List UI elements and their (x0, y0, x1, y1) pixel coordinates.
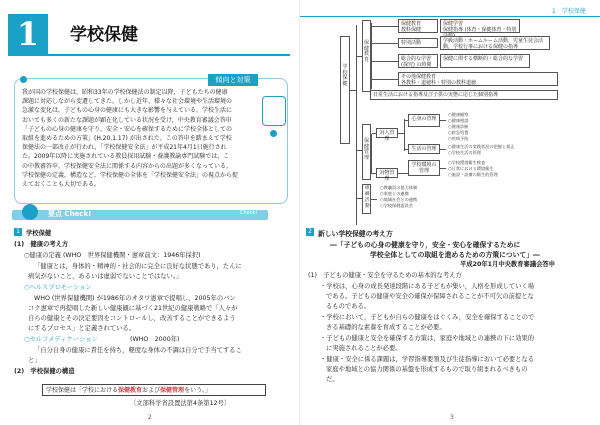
bullet-line: 家庭や地域との協力関係の基盤を形成するもので取り組まれるべきもの (326, 366, 528, 373)
subsection-title: (1) 健康の考え方 (14, 241, 69, 248)
intro-line: た。2009年以降に実施されている教員採用試験・養護教諭専門試験では，こ (22, 153, 230, 161)
diagram-connector (356, 150, 362, 151)
law-text: 学校保健は「学校における (46, 387, 119, 394)
intro-tag: 傾向と対策 (208, 74, 258, 86)
bullet-line: るものである。 (326, 303, 371, 310)
intro-line: 取組を進めるための方策」(H.20.1.17) が出された。この答申を踏まえて学校 (22, 135, 232, 143)
who-definition-title: ○健康の定義 (WHO 世界保健機関・憲章前文：1946年採択) (24, 252, 201, 259)
diagram-item: ○健康相談 (448, 118, 469, 123)
bullet-line: に実施されることが必要。 (326, 345, 402, 352)
diagram-node-label: 各教科・道徳科・特別の教科道徳 (401, 80, 477, 86)
diagram-node-heart: 心身の管理 (408, 114, 440, 127)
subsection-title: (2) 学校保健の構造 (14, 368, 75, 375)
diagram-item: ○施設・設備の衛生的管理 (448, 172, 498, 177)
running-head-rule (300, 16, 600, 17)
intro-line: 学校保健の定義，構造など，学校保健の全体を「学校保健安全法」の視点から捉 (22, 171, 239, 179)
section-subtitle: ―「子どもの心身の健康を守り，安全・安心を確保するために (330, 241, 521, 249)
diagram-connector (372, 61, 398, 62)
diagram-org-group: 組織活動 (362, 184, 371, 214)
diagram-node-special-detail: 学級活動・ホームルーム活動，児童生徒会活動，学校行事における保健の指導 (440, 36, 550, 50)
check-right-label: Check! (240, 210, 258, 216)
law-highlight: 保健教育 (118, 387, 143, 394)
page-number: 2 (148, 414, 152, 421)
diagram-item: ○救急処置 (448, 130, 469, 135)
intro-line: 我が国の学校保健は，昭和33年の学校保健法の制定以降，子どもたちの健康 (22, 89, 228, 96)
intro-line: 課題に対応しながら変遷してきた。しかし近年，様々な社会環境や生活環境の (22, 98, 233, 106)
intro-dot-icon (20, 76, 27, 83)
bullet-line: である。子どもの健康や安全の確保が保障されることが不可欠の前提とな (326, 293, 534, 300)
intro-line: 「子どもの心身の健康を守り，安全・安心を確保するために学校全体としての (22, 125, 233, 133)
diagram-node-label: 教科保健 (401, 27, 422, 33)
diagram-node-life: 生活の管理 (408, 144, 440, 154)
intro-decoration-icon (262, 96, 286, 126)
diagram-node-label: 保健学習 (443, 21, 464, 27)
health-promotion-line: にするプロセス」と定義されている。 (28, 325, 136, 332)
diagram-item: ○日常における環境衛生 (448, 166, 494, 171)
diagram-connector (372, 79, 398, 80)
diagram-node-label: 保健指導 (体育・保健体育・特別 (443, 27, 517, 33)
diagram-connector (356, 25, 357, 225)
diagram-connector (398, 173, 408, 174)
intro-line: 急激な変化は，子どもの心身の健康にも大きな影響を与えている。学校生活に (22, 107, 233, 115)
diagram-connector (440, 149, 446, 150)
section-title: 学校保健 (26, 230, 52, 237)
diagram-item: ○家庭との連携 (380, 191, 409, 196)
intro-dot-icon (270, 130, 277, 137)
diagram-connector (372, 173, 376, 174)
check-circle-icon (22, 204, 38, 220)
diagram-node-school-env: 学校環境の管理 (408, 160, 440, 176)
chapter-number-badge: 1 (8, 14, 48, 54)
diagram-item: ○地域社会との連携 (380, 197, 418, 202)
health-promotion-title: ○ヘルスプロモーション (24, 284, 92, 291)
intro-line: の中教審答申，学校保健安全法に関係する内容からの出題が多くなっている。 (22, 162, 233, 170)
diagram-mgmt-group: 保健管理 (362, 124, 371, 180)
diagram-item: ○学校生活の管理 (448, 150, 481, 155)
diagram-root: 学校保健 (340, 36, 350, 144)
health-promotion-line: コク憲章で再提唱した新しい健康観に基づく21世紀の健康戦略で「人々が (28, 305, 238, 312)
diagram-node-target: 対人管理 (376, 128, 398, 138)
section-number: 2 (306, 228, 314, 236)
diagram-connector (404, 149, 408, 150)
diagram-node-label: 保健教育 (401, 21, 422, 27)
bullet-line: ・健康・安全に係る課題は，学習指導要領及び生徒指導において必要となる (320, 356, 535, 363)
intro-text (22, 88, 252, 189)
bullet-line: ・学校は，心身の成長発達段階にある子どもが集い，人格を形成していく場 (320, 283, 535, 290)
diagram-node-subject-detail (440, 19, 520, 33)
diagram-connector (356, 198, 362, 199)
diagram-connector (372, 133, 376, 134)
diagram-item: ○疾病予防 (448, 136, 469, 141)
diagram-node-special: 特別活動 (398, 38, 438, 48)
diagram-node-daily: 日常生活における指導及び子供の実態に応じた個別指導 (370, 90, 558, 100)
diagram-item: ○健康診断 (448, 124, 469, 129)
diagram-connector (371, 134, 372, 174)
diagram-connector (356, 56, 362, 57)
diagram-item: ○健康生活の実践状況の把握と規正 (448, 144, 515, 149)
diagram-node-integrated-detail: 保健に関する横断的・総合的な学習 (440, 54, 530, 68)
diagram-item: ○教職員の協力体制 (380, 185, 418, 190)
self-medication-quote: 「自分自身の健康に責任を持ち，軽度な身体の不調は自分で手当てするこ (34, 347, 242, 354)
diagram-node-env: 対物管理 (376, 168, 398, 178)
diagram-item: ○学校環境衛生検査 (448, 160, 486, 165)
diagram-node-other (398, 72, 558, 86)
diagram-connector (404, 120, 408, 121)
law-text: をいう。」 (184, 387, 212, 394)
bullet-line: ・子どもの健康と安全を確保する方策は，家庭や地域との連携の下に効果的 (320, 335, 535, 342)
check-label: 要点 Check! (48, 210, 92, 218)
intro-line: えておくことも大切である。 (22, 181, 101, 189)
diagram-connector (371, 199, 377, 200)
intro-line: 保健法の一部改正が行われ，「学校保健安全法」が平成21年4月1日施行され (22, 144, 227, 152)
page-number: 3 (450, 414, 454, 421)
item-title: (1) 子どもの健康・安全を守るための基本的な考え方 (308, 272, 462, 279)
running-head: 1 学校保健 (552, 8, 586, 15)
section-title: 新しい学校保健の考え方 (318, 230, 393, 238)
section-number: 1 (14, 228, 22, 236)
diagram-connector (404, 119, 405, 151)
section-source: 平成20年1月中央教育審議会答申 (460, 261, 556, 268)
chapter-rule (8, 54, 290, 56)
diagram-edu-group: 保健教育 (362, 20, 371, 92)
who-quote-line: 「健康とは，身体的・精神的・社会的に完全に良好な状態であり，たんに (34, 263, 242, 270)
bullet-line: だ。 (326, 376, 339, 383)
self-medication-source: (WHO 2000年) (130, 336, 180, 343)
diagram-node-integrated: 総合的な学習 (探究) の時間 (398, 54, 438, 68)
diagram-connector (440, 168, 446, 169)
diagram-connector (440, 120, 446, 121)
self-medication-title: ○セルフメディケーション (24, 336, 98, 343)
law-highlight: 保健管理 (160, 387, 185, 394)
self-medication-quote: と」 (28, 357, 41, 364)
health-promotion-line: WHO (世界保健機関) が1986年のオタワ憲章で提唱し，2005年のバン (34, 295, 236, 302)
law-source: 〔文部科学省設置法第4条第12号〕 (130, 400, 231, 407)
health-promotion-line: 自らの健康とその決定要因をコントロールし，改善することができるよう (28, 315, 236, 322)
law-text: および (142, 387, 161, 394)
who-quote-line: 病気がないこと，あるいは虚弱でないことではない。」 (28, 273, 183, 280)
diagram-node-label: その他保健教育 (401, 74, 437, 80)
bullet-line: きる基礎的な素養を育成することが必要。 (326, 324, 446, 331)
bullet-line: ・学校において，子どもが自らの健康をはぐくみ，安全を確保することので (320, 314, 535, 321)
diagram-connector (372, 43, 398, 44)
law-quote-text (46, 385, 211, 394)
section-subtitle: 学校全体としての取組を進めるための方策について」― (370, 251, 540, 259)
diagram-item: ○健康観察 (448, 112, 469, 117)
intro-line: おいても多くの新たな課題が顕在化している状況を受け，中央教育審議会答申 (22, 116, 232, 124)
diagram-item: ○学校保健委員会 (380, 203, 413, 208)
diagram-node-subject (398, 19, 438, 33)
diagram-connector (372, 26, 398, 27)
chapter-title: 学校保健 (70, 25, 138, 45)
